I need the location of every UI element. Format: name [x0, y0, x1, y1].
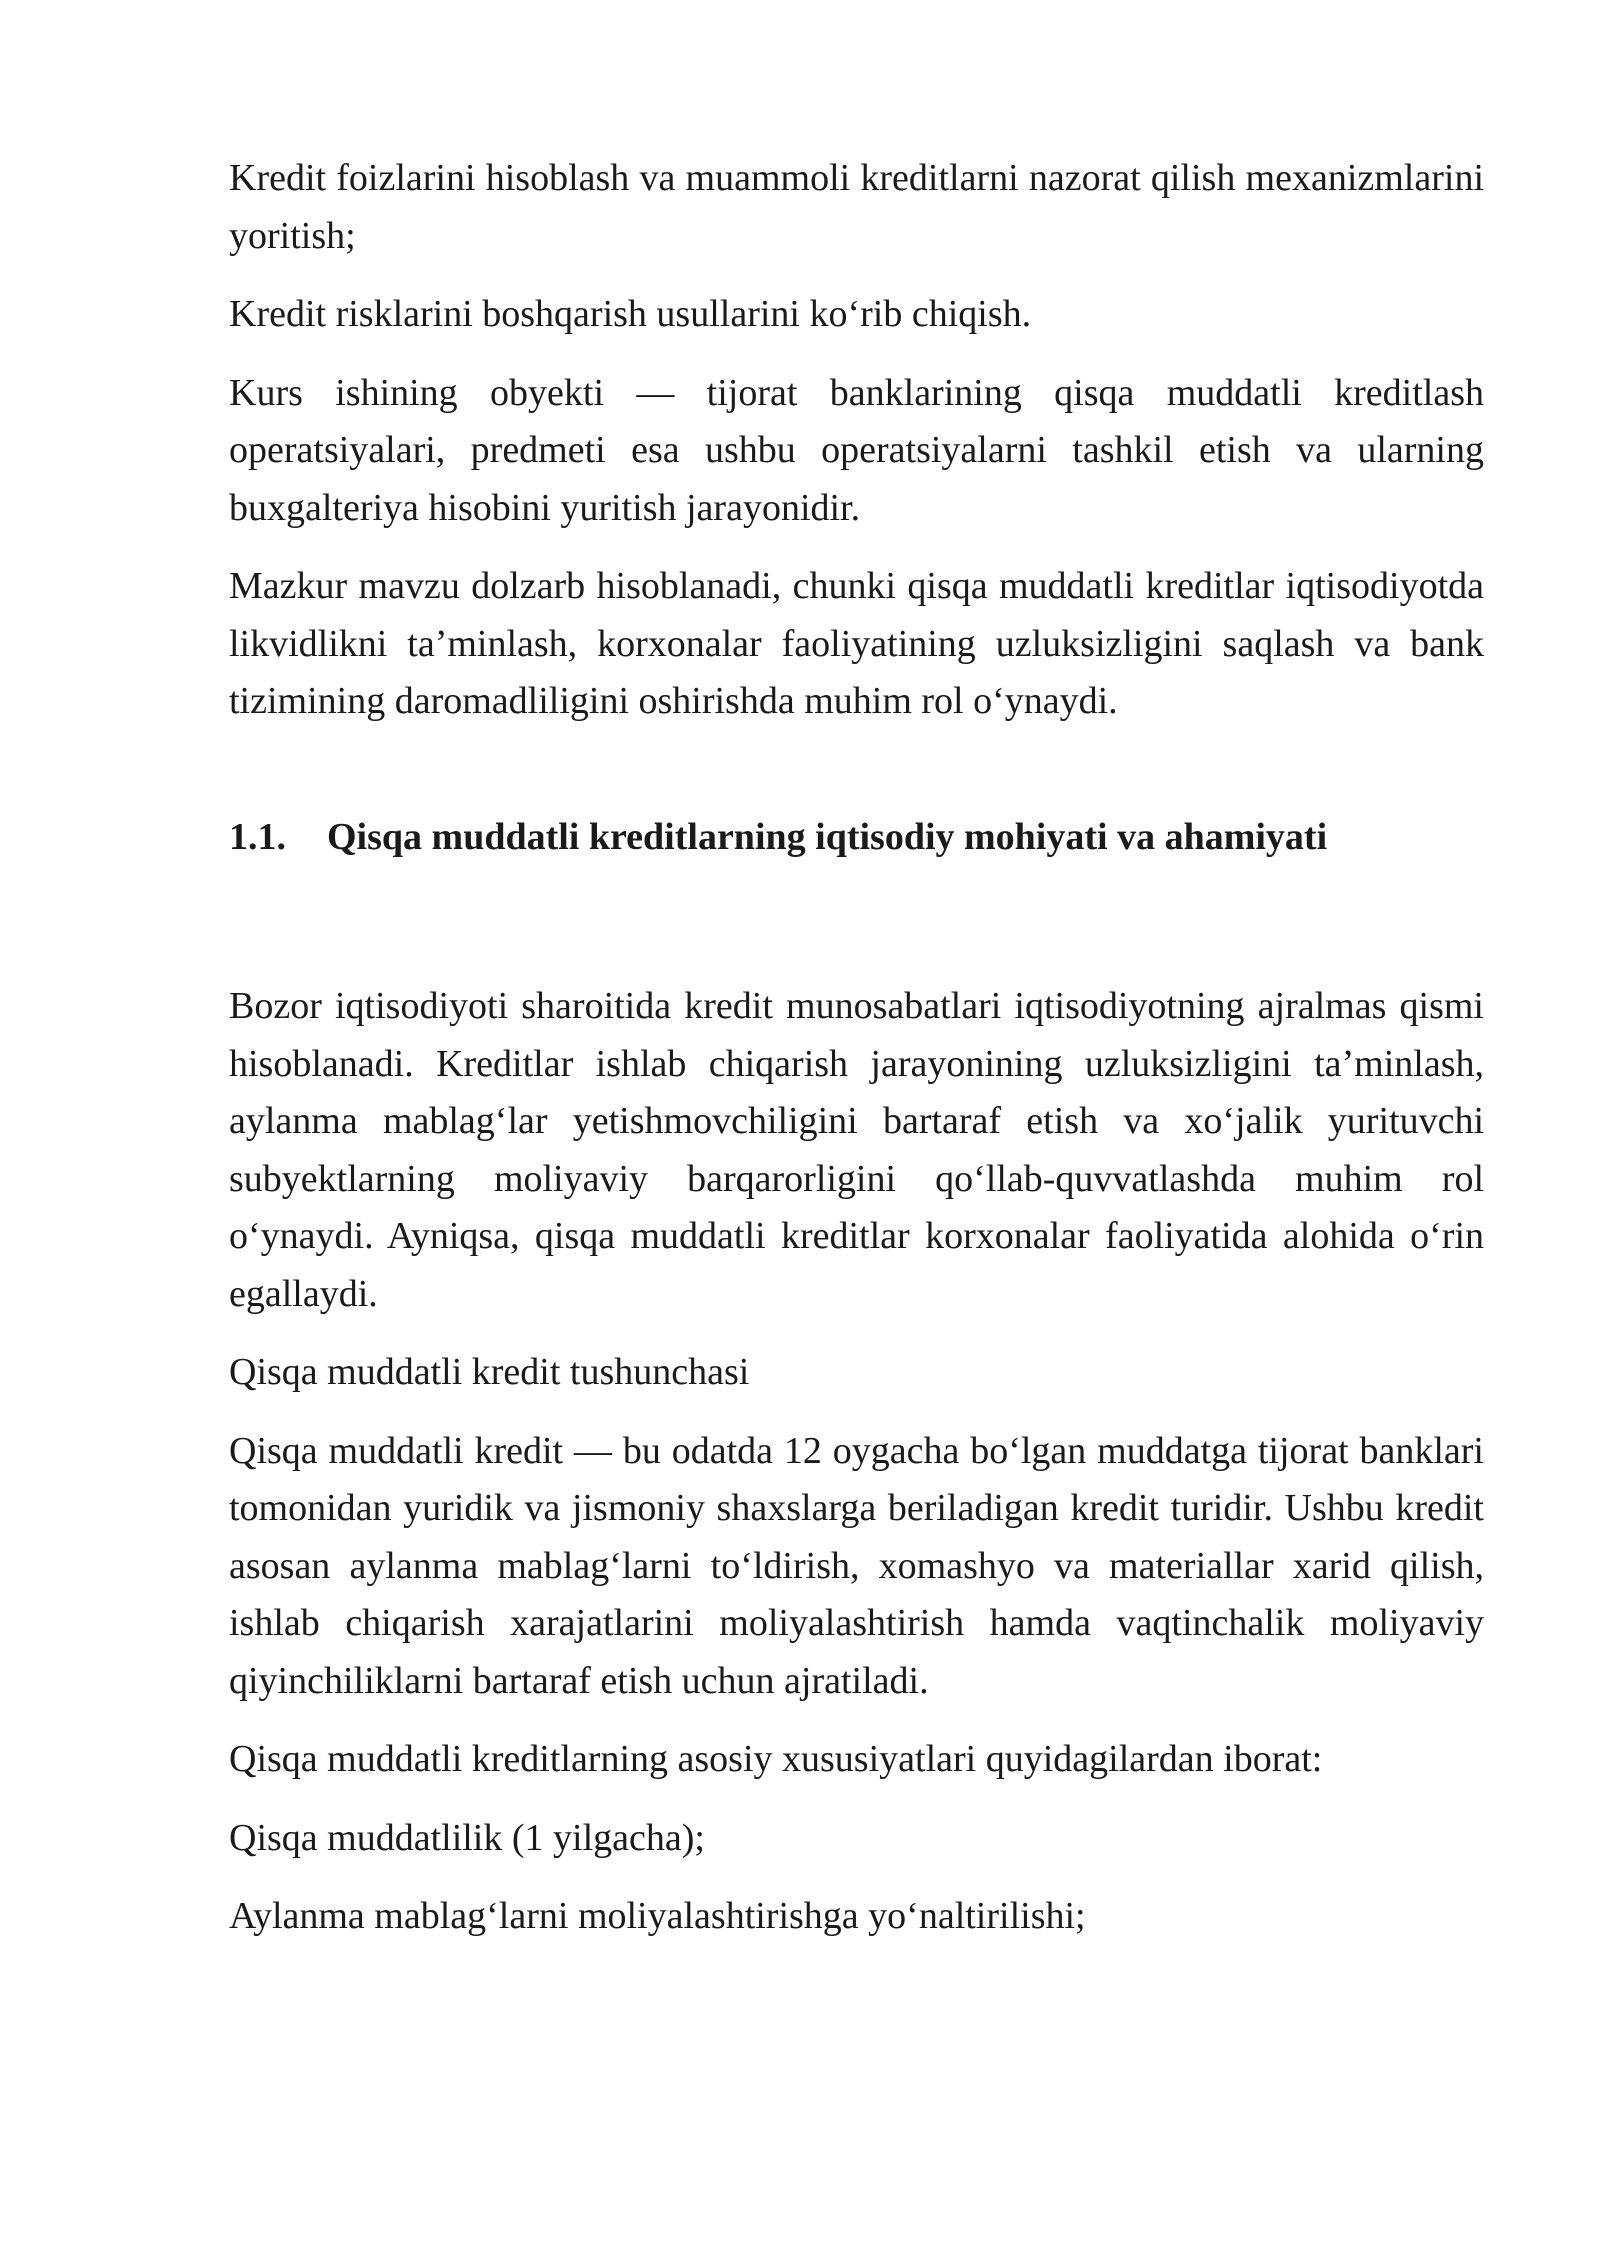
paragraph-features-intro: Qisqa muddatli kreditlarning asosiy xususiyatlari quyidagilardan iborat: [229, 1738, 1323, 1780]
paragraph-market-economy: Bozor iqtisodiyoti sharoitida kredit munosabatlari iqtisodiyotning ajralmas qismi hisoblanadi. Kreditlar ishlab chiqarish jarayonining uzluksizligini taʼminlash, aylanma mablagʻlar yetishmovchiligini bartaraf etish va xoʻjalik yurituvchi subyektlarning moliyaviy barqarorligini qoʻllab-quvvatlashda muhim rol oʻynaydi. Ayniqsa, qisqa muddatli kreditlar korxonalar faoliyatida alohida oʻrin egallaydi. [229, 985, 1484, 1315]
paragraph-object-subject: Kurs ishining obyekti — tijorat banklarining qisqa muddatli kreditlash operatsiyalari, predmeti esa ushbu operatsiyalarni tashkil etish va ularning buxgalteriya hisobini yuritish jarayonidir. [229, 371, 1484, 529]
section-title: Qisqa muddatli kreditlarning iqtisodiy mohiyati va ahamiyati [327, 815, 1328, 858]
section-number: 1.1. [229, 815, 286, 858]
paragraph-concept-title: Qisqa muddatli kredit tushunchasi [229, 1351, 750, 1393]
paragraph-feature-working-capital: Aylanma mablagʻlarni moliyalashtirishga yoʻnaltirilishi; [229, 1895, 1086, 1937]
paragraph-definition: Qisqa muddatli kredit — bu odatda 12 oygacha boʻlgan muddatga tijorat banklari tomonidan yuridik va jismoniy shaxslarga beriladigan kredit turidir. Ushbu kredit asosan aylanma mablagʻlarni toʻldirish, xomashyo va materiallar xarid qilish, ishlab chiqarish xarajatlarini moliyalashtirish hamda vaqtinchalik moliyaviy qiyinchiliklarni bartaraf etish uchun ajratiladi. [229, 1429, 1484, 1702]
paragraph-relevance: Mazkur mavzu dolzarb hisoblanadi, chunki qisqa muddatli kreditlar iqtisodiyotda likvidlikni taʼminlash, korxonalar faoliyatining uzluksizligini saqlash va bank tizimining daromadliligini oshirishda muhim rol oʻynaydi. [229, 565, 1484, 722]
paragraph-credit-interest: Kredit foizlarini hisoblash va muammoli kreditlarni nazorat qilish mexanizmlarini yoritish; [229, 157, 1484, 257]
paragraph-credit-risks: Kredit risklarini boshqarish usullarini koʻrib chiqish. [229, 293, 1032, 335]
section-heading [229, 809, 1484, 867]
paragraph-feature-term: Qisqa muddatlilik (1 yilgacha); [229, 1816, 705, 1859]
